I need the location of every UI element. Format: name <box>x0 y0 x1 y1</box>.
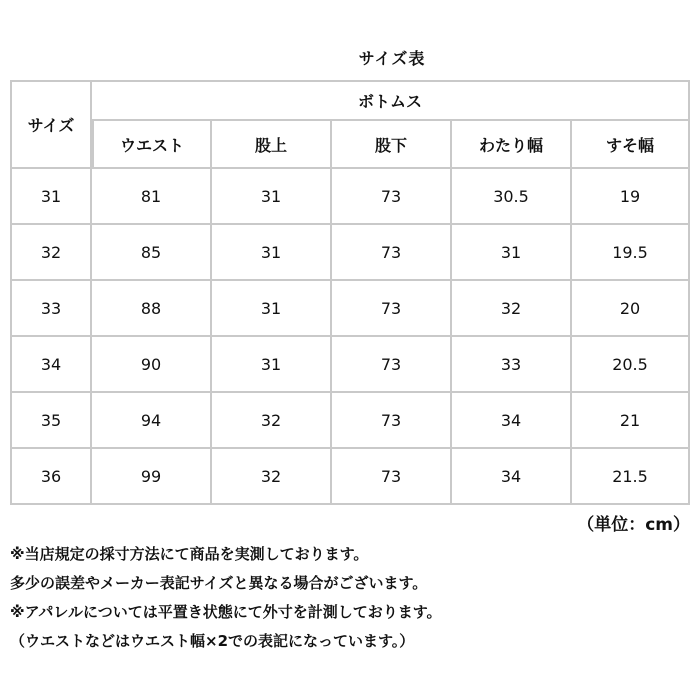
cell-thigh: 34 <box>452 449 572 505</box>
cell-thigh: 33 <box>452 337 572 393</box>
cell-inseam: 73 <box>332 225 452 281</box>
cell-waist: 85 <box>92 225 212 281</box>
cell-inseam: 73 <box>332 393 452 449</box>
note-line: ※当店規定の採寸方法にて商品を実測しております。 <box>10 545 369 563</box>
cell-inseam: 73 <box>332 337 452 393</box>
cell-hem: 19 <box>572 169 690 225</box>
cell-size: 34 <box>10 337 92 393</box>
cell-hem: 21.5 <box>572 449 690 505</box>
size-column-header: サイズ <box>10 80 92 169</box>
cell-hem: 21 <box>572 393 690 449</box>
note-line: ※アパレルについては平置き状態にて外寸を計測しております。 <box>10 603 442 621</box>
cell-size: 32 <box>10 225 92 281</box>
cell-rise: 31 <box>212 225 332 281</box>
cell-size: 33 <box>10 281 92 337</box>
cell-thigh: 34 <box>452 393 572 449</box>
column-header-waist: ウエスト <box>92 121 212 169</box>
cell-hem: 19.5 <box>572 225 690 281</box>
column-header-hem: すそ幅 <box>572 121 690 169</box>
cell-inseam: 73 <box>332 281 452 337</box>
table-row <box>10 337 690 393</box>
cell-rise: 31 <box>212 337 332 393</box>
page-title: サイズ表 <box>358 49 426 68</box>
cell-thigh: 30.5 <box>452 169 572 225</box>
table-row <box>10 281 690 337</box>
cell-rise: 31 <box>212 169 332 225</box>
unit-label: （単位：cm） <box>577 515 690 535</box>
table-row <box>10 225 690 281</box>
cell-waist: 90 <box>92 337 212 393</box>
cell-rise: 31 <box>212 281 332 337</box>
cell-waist: 81 <box>92 169 212 225</box>
cell-thigh: 31 <box>452 225 572 281</box>
column-header-rise: 股上 <box>212 121 332 169</box>
notes-block <box>10 543 690 659</box>
note-line: （ウエストなどはウエスト幅×2での表記になっています。） <box>10 632 415 650</box>
table-row <box>10 449 690 505</box>
note-line: 多少の誤差やメーカー表記サイズと異なる場合がございます。 <box>10 574 428 592</box>
cell-hem: 20 <box>572 281 690 337</box>
cell-rise: 32 <box>212 449 332 505</box>
cell-inseam: 73 <box>332 449 452 505</box>
bottoms-group-header: ボトムス <box>92 80 690 121</box>
table-row <box>10 393 690 449</box>
header-row-group <box>10 80 690 121</box>
column-header-thigh: わたり幅 <box>452 121 572 169</box>
size-table <box>10 80 690 505</box>
cell-inseam: 73 <box>332 169 452 225</box>
table-row <box>10 169 690 225</box>
column-header-inseam: 股下 <box>332 121 452 169</box>
cell-size: 31 <box>10 169 92 225</box>
header-row-columns <box>10 121 690 169</box>
cell-rise: 32 <box>212 393 332 449</box>
cell-waist: 88 <box>92 281 212 337</box>
cell-thigh: 32 <box>452 281 572 337</box>
cell-hem: 20.5 <box>572 337 690 393</box>
cell-waist: 94 <box>92 393 212 449</box>
cell-size: 36 <box>10 449 92 505</box>
cell-size: 35 <box>10 393 92 449</box>
cell-waist: 99 <box>92 449 212 505</box>
